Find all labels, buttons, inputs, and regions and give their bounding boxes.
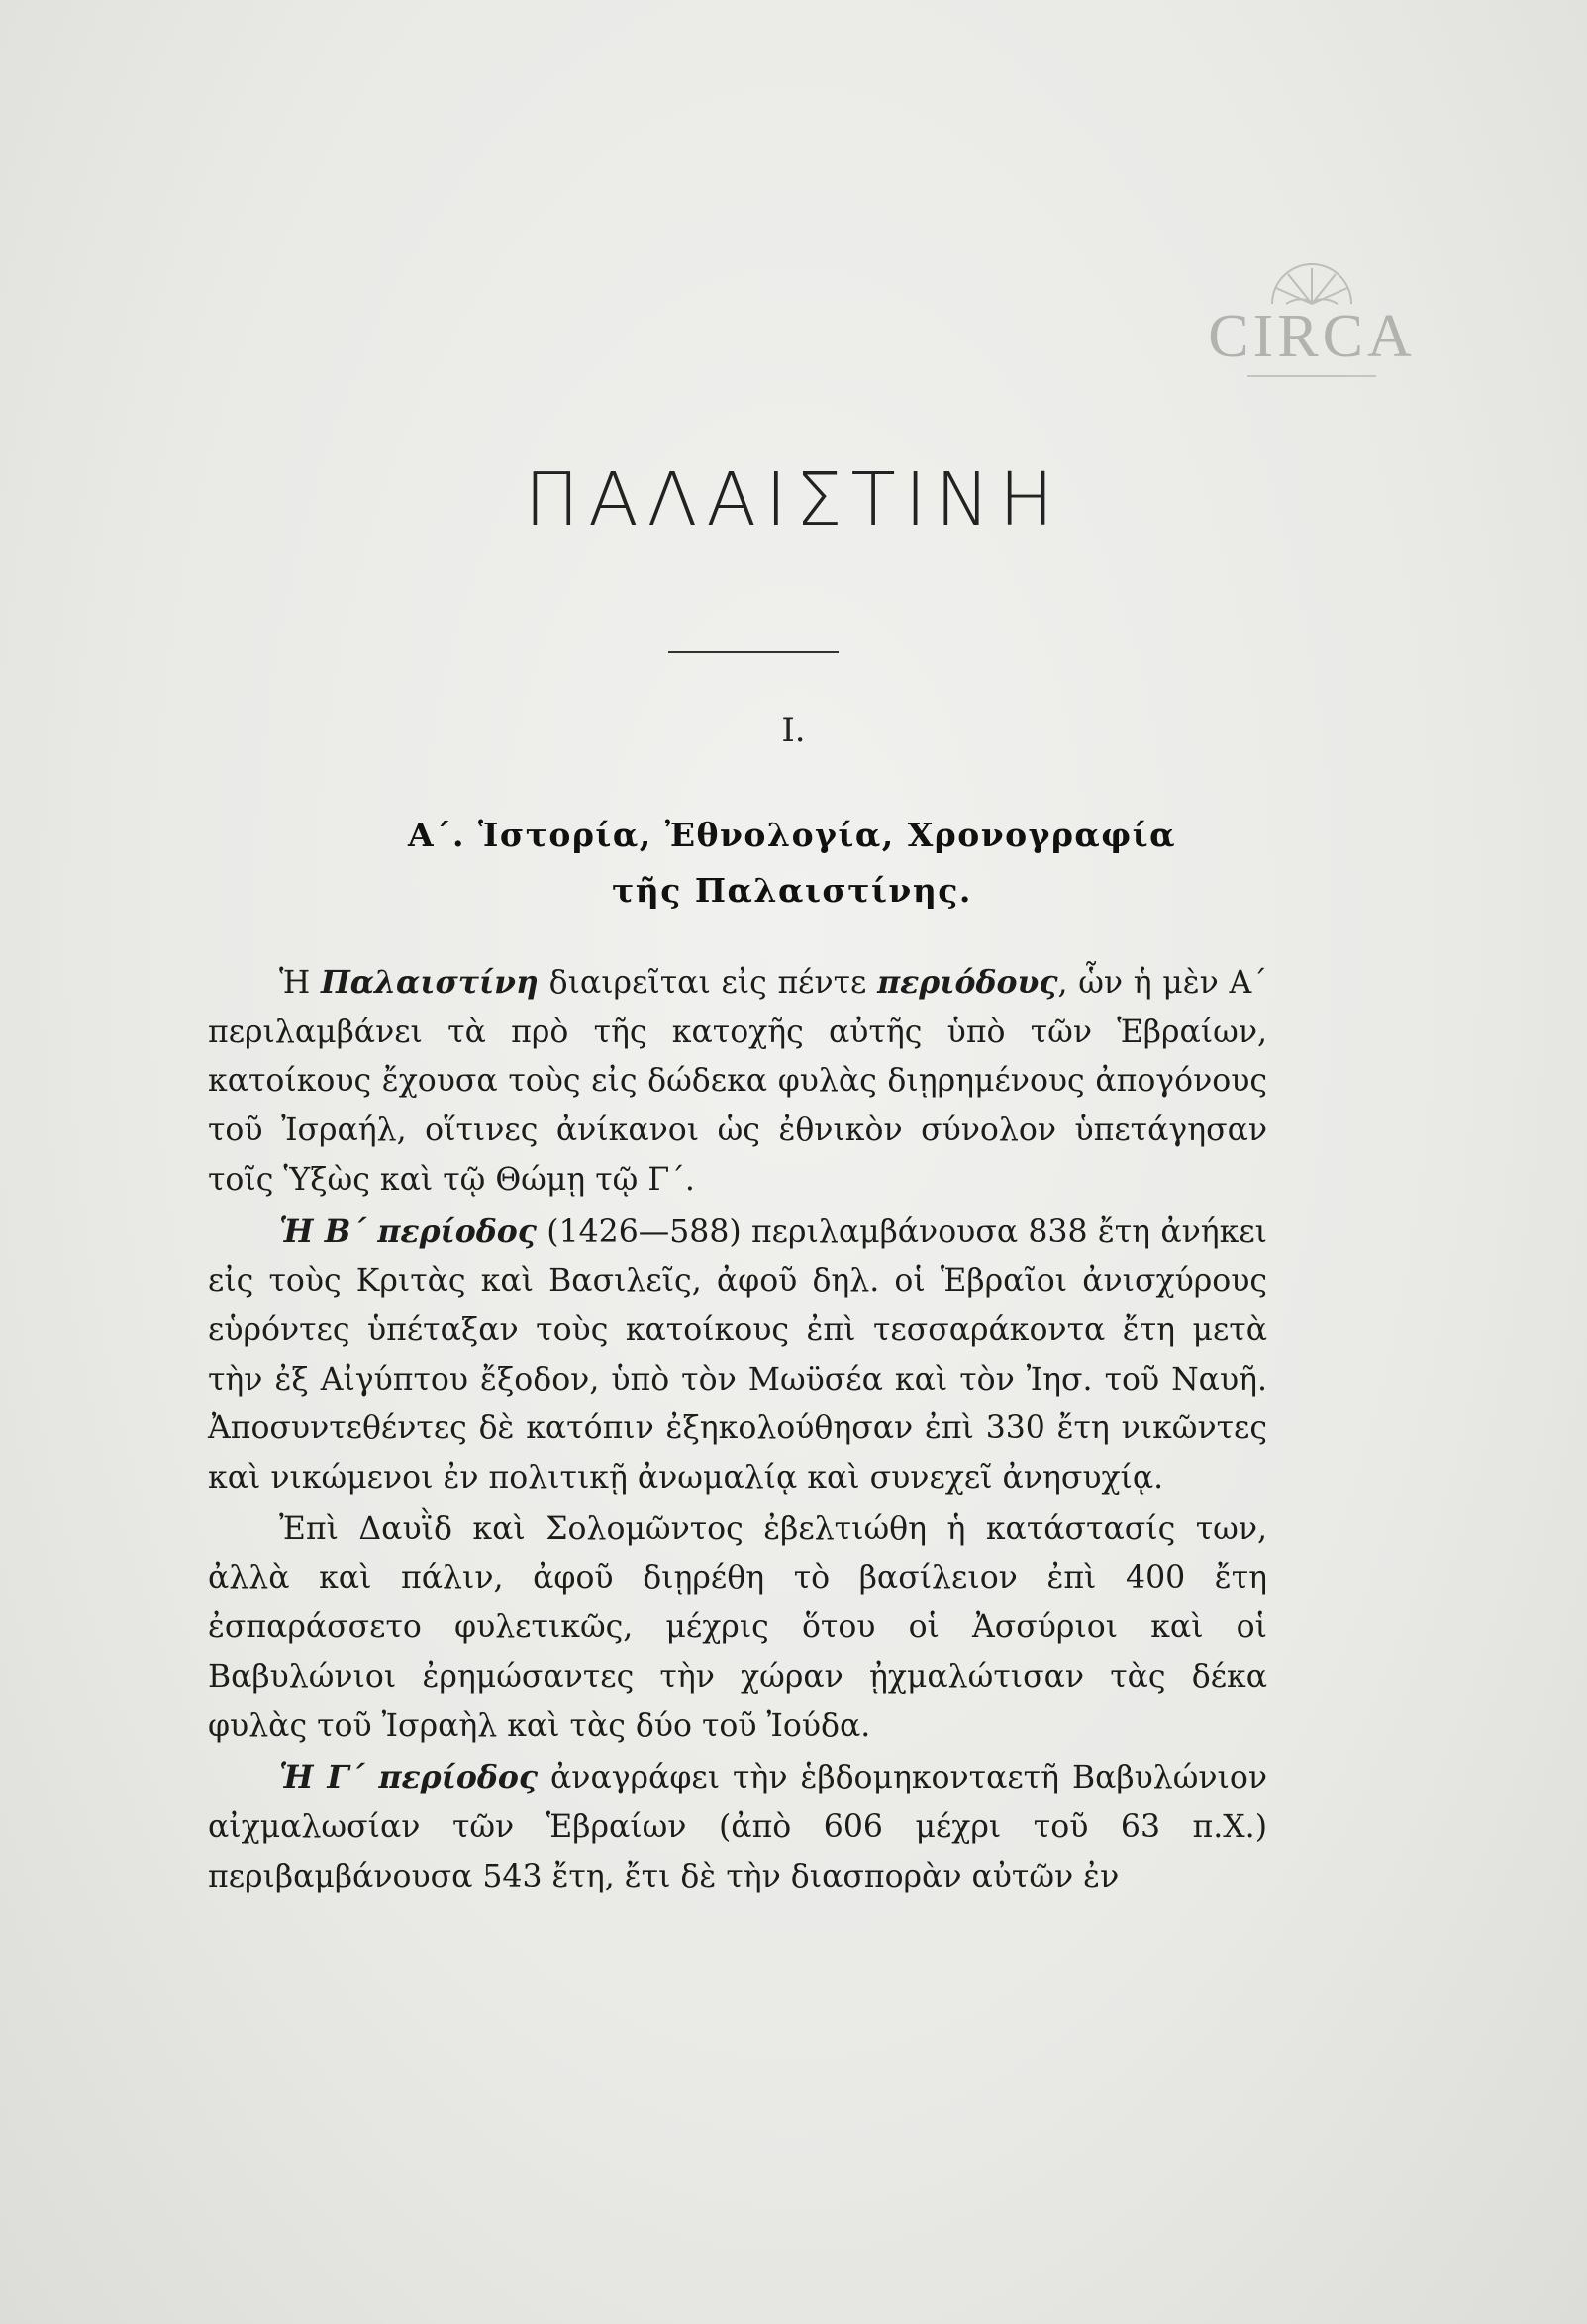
body-text [208, 958, 1267, 1901]
paragraph-2 [208, 1208, 1267, 1503]
emphasis-term: Παλαιστίνη [320, 964, 539, 1001]
section-number: I. [781, 711, 806, 750]
watermark-brand: CIRCA [1208, 303, 1416, 370]
chapter-heading [297, 808, 1287, 919]
paragraph-text: , ὧν ἡ μὲν Α΄ περιλαμβάνει τὰ πρὸ τῆς κατοχῆς αὐτῆς ὑπὸ τῶν Ἑβραίων, κατοίκους ἔχουσα τοὺς εἰς δώδεκα φυλὰς διῃρημένους ἀπογόνους τοῦ Ἰσραήλ, οἵτινες ἀνίκανοι ὡς ἐθνικὸν σύνολον ὑπετάγησαν τοῖς Ὑξὼς καὶ τῷ Θώμῃ τῷ Γ΄. [208, 965, 1267, 1198]
emphasis-term: περιόδους [877, 964, 1058, 1001]
emphasis-term: Ἡ Γ΄ περίοδος [279, 1759, 539, 1796]
paragraph-text: διαιρεῖται εἰς πέντε [538, 965, 878, 1001]
heading-line-1: Α΄. Ἱστορία, Ἐθνολογία, Χρονογραφία [407, 816, 1177, 854]
paragraph-3: Ἐπὶ Δαυῒδ καὶ Σολομῶντος ἐβελτιώθη ἡ κατάστασίς των, ἀλλὰ καὶ πάλιν, ἀφοῦ διῃρέθη τὸ βασίλειον ἐπὶ 400 ἔτη ἐσπαράσσετο φυλετικῶς, μέχρις ὅτου οἱ Ἀσσύριοι καὶ οἱ Βαβυλώνιοι ἐρημώσαντες τὴν χώραν ᾐχμαλώτισαν τὰς δέκα φυλὰς τοῦ Ἰσραὴλ καὶ τὰς δύο τοῦ Ἰούδα. [208, 1510, 1267, 1744]
heading-line-2: τῆς Παλαιστίνης. [612, 871, 972, 910]
paragraph-1 [208, 958, 1267, 1206]
emphasis-term: Ἡ Β΄ περίοδος [279, 1212, 537, 1250]
paragraph-text: ἀναγράφει τὴν ἑβδομηκονταετῆ Βαβυλώνιον αἰχμαλωσίαν τῶν Ἑβραίων (ἀπὸ 606 μέχρι τοῦ 63 π.Χ.) περιβαμβάνουσα 543 ἔτη, ἔτι δὲ τὴν διασπορὰν αὐτῶν ἐν [208, 1760, 1268, 1894]
paragraph-text: Ἡ [279, 965, 321, 1001]
paragraph-4 [208, 1753, 1267, 1901]
title-divider [668, 651, 839, 653]
page-title: ΠΑΛΑΙΣΤΙΝΗ [524, 457, 1063, 542]
watermark-divider [1247, 375, 1376, 377]
paragraph-text: (1426—588) περιλαμβάνουσα 838 ἔτη ἀνήκει εἰς τοὺς Κριτὰς καὶ Βασιλεῖς, ἀφοῦ δηλ. οἱ Ἑβραῖοι ἀνισχύρους εὑρόντες ὑπέταξαν τοὺς κατοίκους ἐπὶ τεσσαράκοντα ἔτη μετὰ τὴν ἐξ Αἰγύπτου ἔξοδον, ὑπὸ τὸν Μωϋσέα καὶ τὸν Ἰησ. τοῦ Ναυῆ. Ἀποσυντεθέντες δὲ κατόπιν ἐξηκολούθησαν ἐπὶ 330 ἔτη νικῶντες καὶ νικώμενοι ἐν πολιτικῇ ἀνωμαλίᾳ καὶ συνεχεῖ ἀνησυχίᾳ. [208, 1213, 1267, 1497]
circa-watermark [1183, 252, 1440, 450]
